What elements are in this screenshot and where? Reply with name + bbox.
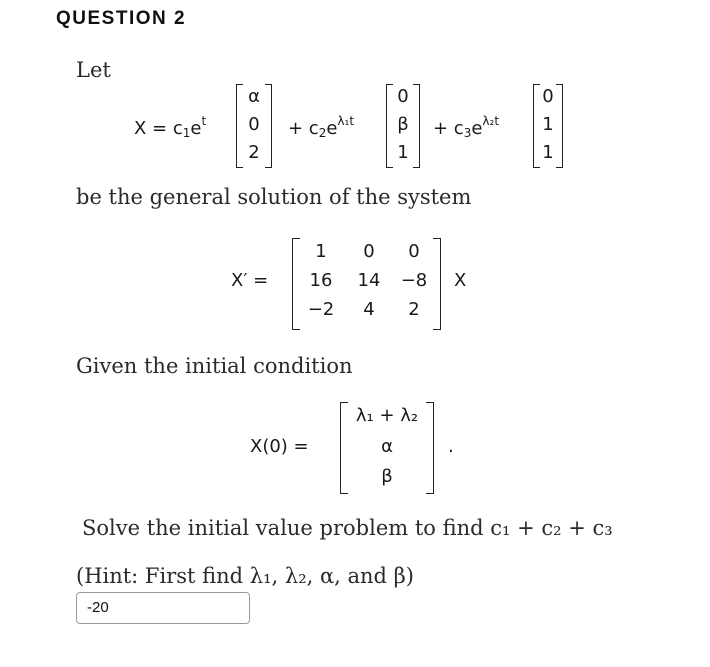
answer-input[interactable]: -20 <box>76 592 250 624</box>
matrix-entry: 0 <box>408 241 420 262</box>
matrix-entry: −2 <box>307 299 335 320</box>
vector-3-entry: 1 <box>542 114 554 135</box>
matrix-entry: 16 <box>309 270 333 291</box>
initial-period: . <box>448 436 454 457</box>
initial-condition-text: Given the initial condition <box>76 354 353 378</box>
initial-vector-entry: α <box>381 436 393 457</box>
vector-3-entry: 1 <box>542 142 554 163</box>
vector-2-entry: 1 <box>397 142 409 163</box>
question-heading: QUESTION 2 <box>56 8 187 29</box>
vector-2-entry: 0 <box>397 86 409 107</box>
matrix-entry: 0 <box>363 241 375 262</box>
system-lhs: X′ = <box>231 270 269 291</box>
vector-1-entry: 2 <box>248 142 260 163</box>
vector-1-entry: α <box>248 86 260 107</box>
initial-vector-entry: β <box>381 466 393 487</box>
initial-vector-entry: λ₁ + λ₂ <box>355 405 419 426</box>
task-text: Solve the initial value problem to find c₁ + c₂ + c₃ <box>82 516 613 540</box>
matrix-entry: −8 <box>400 270 428 291</box>
initial-lhs: X(0) = <box>250 436 309 457</box>
matrix-entry: 1 <box>315 241 327 262</box>
system-rhs: X <box>454 270 467 291</box>
solution-term-3: + $c_3e^{\lambda_2t}$ <box>433 114 500 140</box>
vector-3-entry: 0 <box>542 86 554 107</box>
matrix-entry: 4 <box>363 299 375 320</box>
system-text: be the general solution of the system <box>76 185 472 209</box>
hint-text: (Hint: First find λ₁, λ₂, α, and β) <box>76 564 414 588</box>
vector-2-entry: β <box>397 114 409 135</box>
solution-term-2: + $c_2e^{\lambda_1t}$ <box>288 114 355 140</box>
intro-text: Let <box>76 58 111 82</box>
vector-1-entry: 0 <box>248 114 260 135</box>
solution-lhs: $X = c_1e^t$ <box>134 114 207 140</box>
matrix-entry: 2 <box>408 299 420 320</box>
matrix-entry: 14 <box>357 270 381 291</box>
